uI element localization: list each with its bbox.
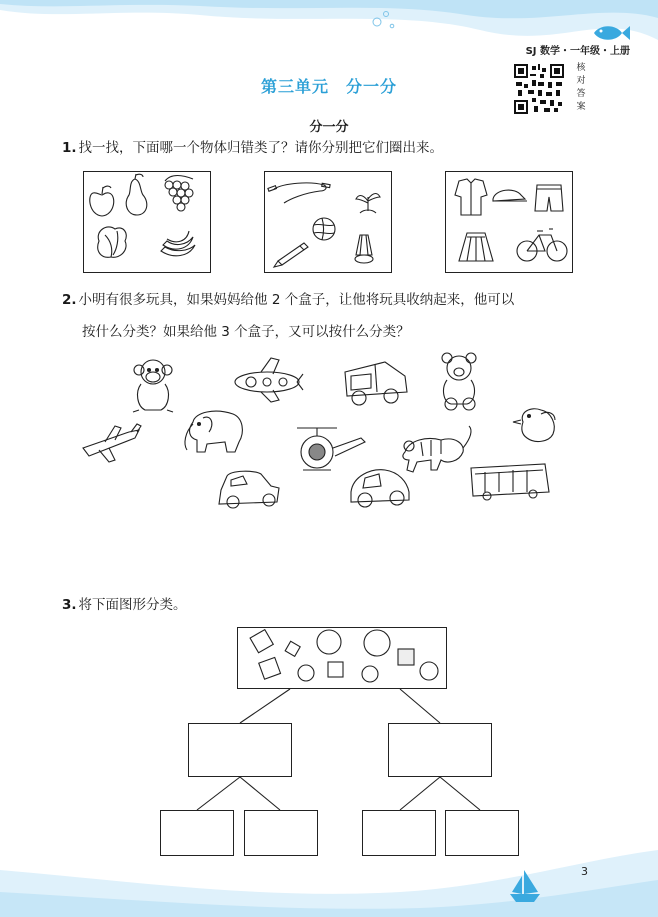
circle-shape[interactable] (364, 630, 390, 656)
square-shape[interactable] (250, 630, 273, 653)
bottom-wave-decoration (0, 840, 658, 917)
square-shape[interactable] (328, 662, 343, 677)
square-shape[interactable] (259, 657, 281, 679)
circle-shape[interactable] (298, 665, 314, 681)
unit-title: 第三单元 分一分 (260, 77, 397, 96)
question-2-line-2: 按什么分类？如果给他 3 个盒子，又可以按什么分类？ (82, 324, 410, 340)
question-number: 3. (62, 597, 77, 613)
circle-shape[interactable] (362, 666, 378, 682)
book-label: SJ 数学・一年级・上册 (525, 46, 630, 57)
question-text: 将下面图形分类。 (78, 597, 187, 613)
question-number: 1. (62, 140, 77, 156)
qr-caption: 核对答案 (576, 63, 586, 112)
section-title: 分一分 (309, 120, 349, 135)
square-shape[interactable] (285, 641, 300, 656)
question-text: 找一找，下面哪一个物体归错类了？请你分别把它们圈出来。 (78, 140, 444, 156)
category-box-right[interactable] (388, 723, 492, 777)
shapes-set (237, 627, 447, 689)
page-number: 3 (581, 865, 588, 878)
circle-shape[interactable] (317, 630, 341, 654)
square-shape[interactable] (398, 649, 414, 665)
category-box-left[interactable] (188, 723, 292, 777)
circle-shape[interactable] (420, 662, 438, 680)
question-number: 2. (62, 292, 77, 308)
question-text: 小明有很多玩具，如果妈妈给他 2 个盒子，让他将玩具收纳起来，他可以 (78, 292, 515, 308)
